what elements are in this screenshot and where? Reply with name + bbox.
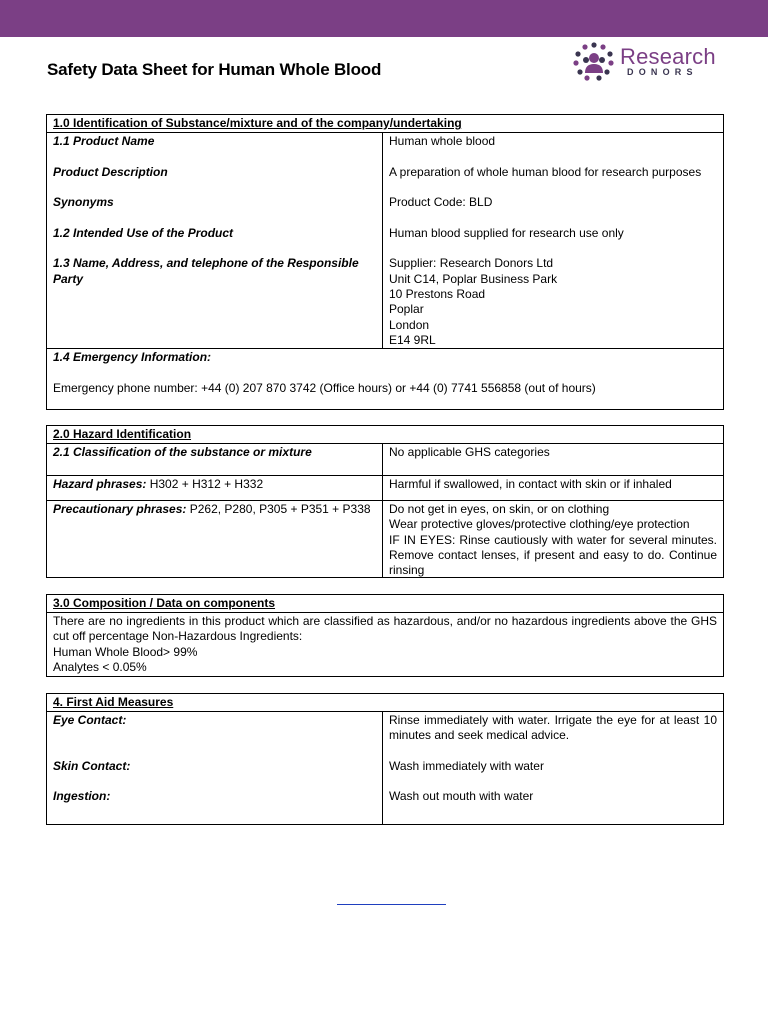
precautionary-codes: P262, P280, P305 + P351 + P338: [186, 502, 371, 516]
classification-value: No applicable GHS categories: [389, 445, 550, 459]
emergency-phone-text: Emergency phone number: +44 (0) 207 870 3742 (Office hours) or +44 (0) 7741 556858 (out of hours): [53, 380, 596, 395]
hazard-phrases-label-cell: [47, 476, 383, 500]
precautionary-line: Wear protective gloves/protective clothing/eye protection: [389, 517, 690, 532]
address-line: Unit C14, Poplar Business Park: [389, 271, 558, 286]
hazard-phrases-value: Harmful if swallowed, in contact with skin or if inhaled: [389, 477, 672, 491]
address-line: E14 9RL: [389, 332, 436, 347]
classification-row: [47, 444, 723, 475]
composition-body: [47, 613, 723, 676]
classification-label-cell: [47, 444, 383, 475]
precautionary-line: Do not get in eyes, on skin, or on clothing: [389, 502, 610, 516]
footer-rule: [337, 904, 446, 905]
skin-contact-label: Skin Contact:: [53, 758, 131, 773]
product-name-label: 1.1 Product Name: [53, 134, 155, 148]
identification-labels: [47, 133, 383, 348]
ingestion-value: Wash out mouth with water: [389, 789, 534, 804]
description-label: Product Description: [53, 164, 168, 179]
description-value: A preparation of whole human blood for research purposes: [389, 164, 702, 179]
emergency-row: [47, 348, 723, 409]
section-heading: 1.0 Identification of Substance/mixture and of the company/undertaking: [47, 115, 723, 133]
skin-contact-value: Wash immediately with water: [389, 758, 544, 773]
ingestion-label: Ingestion:: [53, 789, 111, 804]
page-title: Safety Data Sheet for Human Whole Blood: [47, 60, 382, 79]
section-hazard-identification: [46, 425, 724, 578]
logo-wordmark: Research: [620, 44, 716, 69]
people-circle-icon: [570, 41, 620, 83]
product-name-value: Human whole blood: [389, 134, 496, 148]
first-aid-row: [47, 712, 723, 824]
address-line: London: [389, 317, 430, 332]
synonyms-label: Synonyms: [53, 195, 114, 210]
first-aid-values: [383, 712, 723, 824]
logo-subtitle: DONORS: [627, 67, 698, 77]
top-banner: [0, 0, 768, 37]
section-composition: [46, 594, 724, 677]
first-aid-labels: [47, 712, 383, 824]
address-line: 10 Prestons Road: [389, 286, 486, 301]
composition-line: Analytes < 0.05%: [53, 659, 147, 674]
identification-values: [383, 133, 723, 348]
research-donors-logo: [570, 41, 730, 83]
section-identification: [46, 114, 724, 410]
identification-row: [47, 133, 723, 348]
synonyms-value: Product Code: BLD: [389, 195, 493, 210]
address-line: Supplier: Research Donors Ltd: [389, 256, 554, 271]
composition-line: Human Whole Blood> 99%: [53, 644, 198, 659]
hazard-phrases-row: [47, 475, 723, 500]
composition-text: There are no ingredients in this product which are classified as hazardous, and/or no hazardous ingredients above the GHS cut off percentage Non-Hazardous Ingredients:: [53, 614, 717, 644]
eye-contact-value: Rinse immediately with water. Irrigate the eye for at least 10 minutes and seek medical advice.: [389, 713, 717, 743]
precautionary-label-cell: [47, 501, 383, 577]
responsible-party-label: 1.3 Name, Address, and telephone of the Responsible Party: [53, 256, 359, 286]
emergency-label: 1.4 Emergency Information:: [53, 350, 212, 364]
emergency-block: [47, 349, 602, 409]
precautionary-row: [47, 500, 723, 577]
precautionary-values: [383, 501, 723, 577]
section-heading: 2.0 Hazard Identification: [47, 426, 723, 444]
address-line: Poplar: [389, 302, 424, 317]
eye-contact-label: Eye Contact:: [53, 713, 127, 727]
hazard-phrases-label: Hazard phrases:: [53, 477, 147, 491]
precautionary-line: IF IN EYES: Rinse cautiously with water for several minutes. Remove contact lenses, if present and easy to do. Continue rinsing: [389, 532, 717, 578]
section-heading: 3.0 Composition / Data on components: [47, 595, 723, 613]
section-heading: 4. First Aid Measures: [47, 694, 723, 712]
classification-label: 2.1 Classification of the substance or mixture: [53, 445, 312, 459]
hazard-codes: H302 + H312 + H332: [146, 477, 264, 491]
intended-use-value: Human blood supplied for research use only: [389, 225, 624, 240]
intended-use-label: 1.2 Intended Use of the Product: [53, 225, 234, 240]
section-first-aid: [46, 693, 724, 825]
precautionary-label: Precautionary phrases:: [53, 502, 187, 516]
